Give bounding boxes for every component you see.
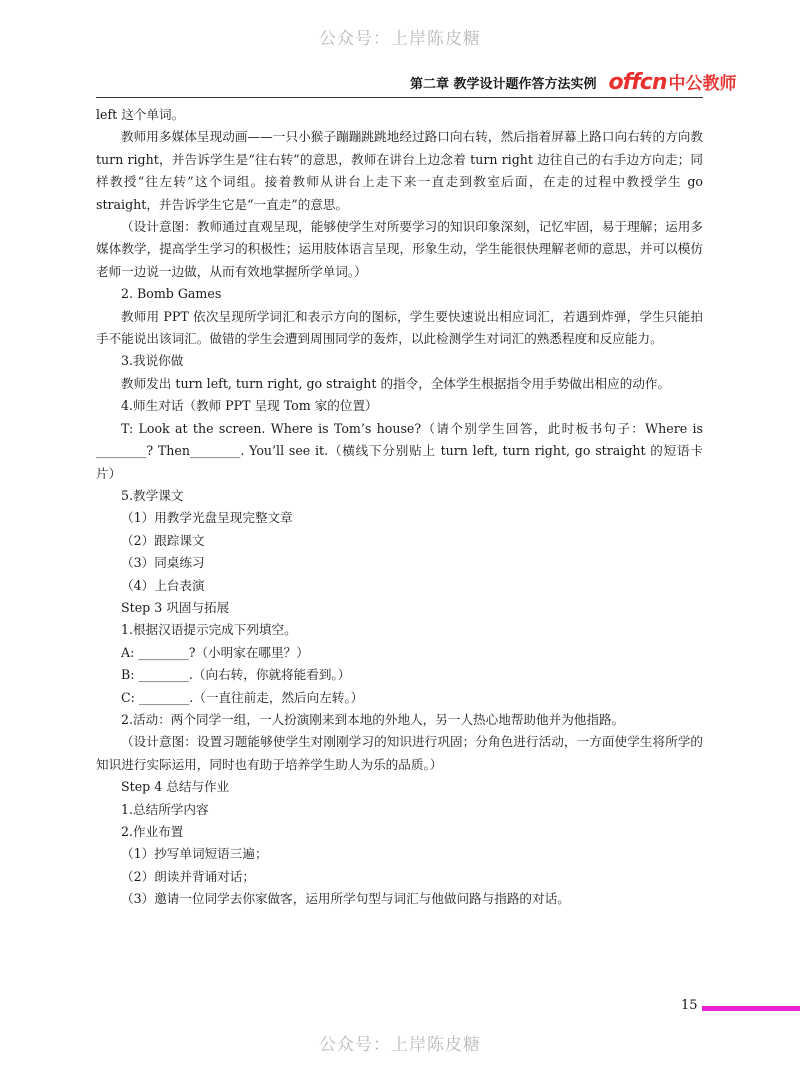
paragraph: 2.作业布置 [121,824,184,839]
chapter-title: 第二章 教学设计题作答方法实例 [410,76,597,92]
paragraph: 2. Bomb Games [121,286,222,302]
paragraph: （2）朗读并背诵对话； [121,868,255,884]
logo-text-en: offcn [608,70,667,95]
paragraph: （设计意图：设置习题能够使学生对刚刚学习的知识进行巩固；分角色进行活动，一方面使学生将所学的知识进行实际运用，同时也有助于培养学生助人为乐的品质。） [96,734,703,772]
paragraph: 1.根据汉语提示完成下列填空。 [121,622,297,638]
publisher-logo [609,69,737,95]
paragraph: 1.总结所学内容 [121,801,209,817]
paragraph: （4）上台表演 [121,577,205,593]
page-number: 15 [681,998,698,1013]
paragraph: Step 3 巩固与拓展 [121,599,230,615]
watermark-bottom: 公众号：上岸陈皮糖 [319,1035,481,1055]
page-header [410,68,737,96]
paragraph: T: Look at the screen. Where is Tom’s house?（请个别学生回答，此时板书句子：Where is ________? Then________. You’ll see it.（横线下分别贴上 turn left, turn right, go straight 的短语卡片） [96,420,703,481]
paragraph: left 这个单词。 [96,107,185,122]
paragraph: 3.我说你做 [121,353,184,369]
paragraph: A: ________?（小明家在哪里？） [121,644,309,660]
paragraph: （3）同桌练习 [121,555,205,571]
header-divider [96,97,703,98]
logo-text-cn: 中公教师 [668,74,737,94]
paragraph: （1）抄写单词短语三遍； [121,846,268,862]
watermark-top: 公众号：上岸陈皮糖 [319,29,481,49]
paragraph: （设计意图：教师通过直观呈现，能够使学生对所要学习的知识印象深刻，记忆牢固，易于理解；运用多媒体教学，提高学生学习的积极性；运用肢体语言呈现，形象生动，学生能很快理解老师的意思，并可以模仿老师一边说一边做，从而有效地掌握所学单词。） [96,219,703,279]
page-accent-bar [702,1006,800,1011]
paragraph: （2）跟踪课文 [121,532,205,548]
paragraph: 2.活动：两个同学一组，一人扮演刚来到本地的外地人，另一人热心地帮助他并为他指路。 [121,711,625,727]
page-body [96,104,703,911]
paragraph: C: ________.（一直往前走，然后向左转。） [121,689,364,705]
paragraph: 教师用 PPT 依次呈现所学词汇和表示方向的图标，学生要快速说出相应词汇，若遇到炸弹，学生只能拍手不能说出该词汇。做错的学生会遭到周围同学的轰炸，以此检测学生对词汇的熟悉程度和反应能力。 [96,308,703,347]
paragraph: 5.教学课文 [121,487,184,503]
paragraph: 教师用多媒体呈现动画——一只小猴子蹦蹦跳跳地经过路口向右转，然后指着屏幕上路口向右转的方向教 turn right，并告诉学生是“往右转”的意思，教师在讲台上边念着 turn right 边往自己的右手边方向走；同样教授“往左转”这个词组。接着教师从讲台上走下来一直走到教室后面，在走的过程中教授学生 go straight，并告诉学生它是“一直走”的意思。 [96,129,703,212]
paragraph: Step 4 总结与作业 [121,779,230,795]
paragraph: 4.师生对话（教师 PPT 呈现 Tom 家的位置） [121,398,378,414]
paragraph: （1）用教学光盘呈现完整文章 [121,510,293,526]
paragraph: B: ________.（向右转，你就将能看到。） [121,667,351,683]
paragraph: （3）邀请一位同学去你家做客，运用所学句型与词汇与他做问路与指路的对话。 [121,891,570,907]
paragraph: 教师发出 turn left, turn right, go straight 的指令，全体学生根据指令用手势做出相应的动作。 [121,375,671,391]
